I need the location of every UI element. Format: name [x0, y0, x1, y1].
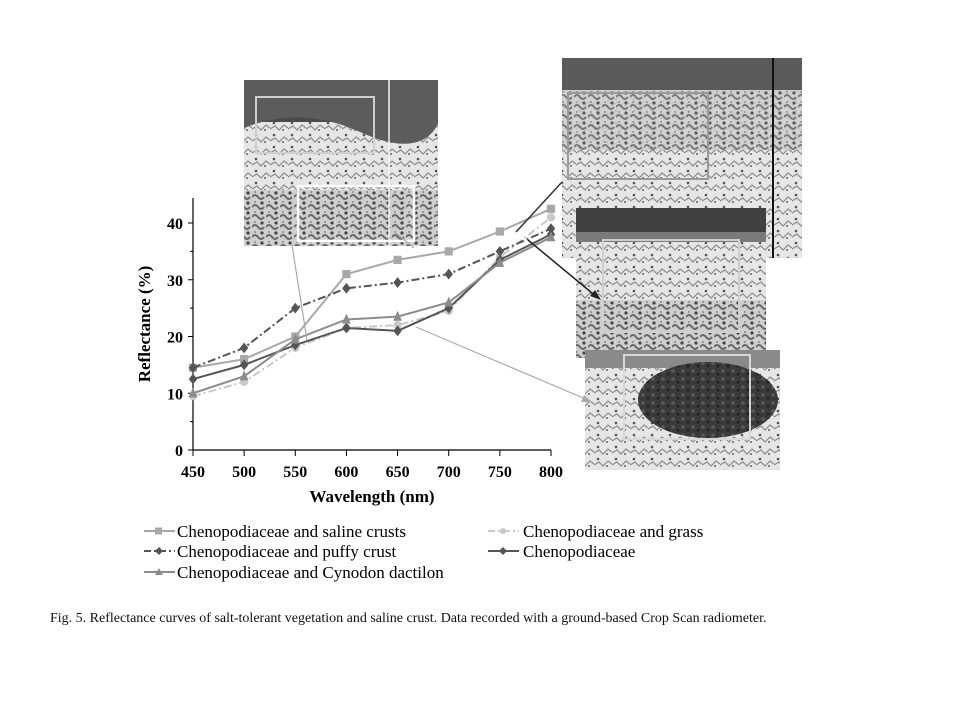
legend-label: Chenopodiaceae and saline crusts [177, 522, 406, 541]
field-photo-middle-right [576, 208, 766, 358]
data-point [343, 270, 350, 277]
x-tick-label: 700 [436, 464, 461, 481]
y-tick-label: 10 [167, 386, 183, 404]
data-point [547, 205, 554, 212]
data-point [241, 372, 248, 380]
x-ticks [181, 450, 563, 481]
y-ticks [167, 216, 193, 460]
data-point [445, 248, 452, 255]
field-photo-top-left [244, 80, 438, 246]
legend-label: Chenopodiaceae [523, 542, 636, 561]
y-tick-label: 20 [167, 329, 183, 347]
data-point [445, 269, 452, 278]
x-tick-label: 450 [181, 464, 205, 481]
legend-label: Chenopodiaceae and puffy crust [177, 542, 397, 561]
x-tick-label: 550 [283, 464, 308, 481]
x-tick-label: 600 [334, 464, 359, 481]
legend-label: Chenopodiaceae and grass [523, 522, 704, 541]
data-point [189, 374, 196, 383]
chart-legend [144, 522, 703, 582]
x-tick-label: 750 [487, 464, 512, 481]
y-tick-label: 40 [167, 216, 183, 233]
legend-item [488, 522, 703, 541]
figure-caption: Fig. 5. Reflectance curves of salt-tolerant vegetation and saline crust. Data recorded with a ground-based Crop Scan radiometer. [50, 611, 767, 626]
data-point [241, 343, 248, 352]
x-tick-label: 800 [539, 464, 563, 481]
data-point [445, 298, 452, 306]
x-tick-label: 500 [232, 464, 257, 481]
callout-line [292, 245, 307, 340]
data-point [394, 278, 401, 287]
data-point [547, 214, 554, 221]
data-point [343, 284, 350, 293]
y-axis-label: Reflectance (%) [135, 265, 154, 383]
x-tick-label: 650 [385, 464, 410, 481]
legend-item [144, 563, 444, 582]
data-point [394, 256, 401, 263]
legend-item [144, 542, 396, 561]
y-tick-label: 0 [175, 443, 183, 460]
callout-line [416, 327, 588, 400]
series-4 [189, 233, 554, 397]
field-photo-bottom-right [585, 350, 780, 470]
legend-label: Chenopodiaceae and Cynodon dactilon [177, 563, 444, 582]
x-axis-label: Wavelength (nm) [309, 487, 435, 506]
legend-item [488, 542, 635, 561]
data-point [496, 228, 503, 235]
legend-item [144, 522, 406, 541]
y-tick-label: 30 [167, 272, 183, 290]
series-2 [189, 224, 554, 372]
